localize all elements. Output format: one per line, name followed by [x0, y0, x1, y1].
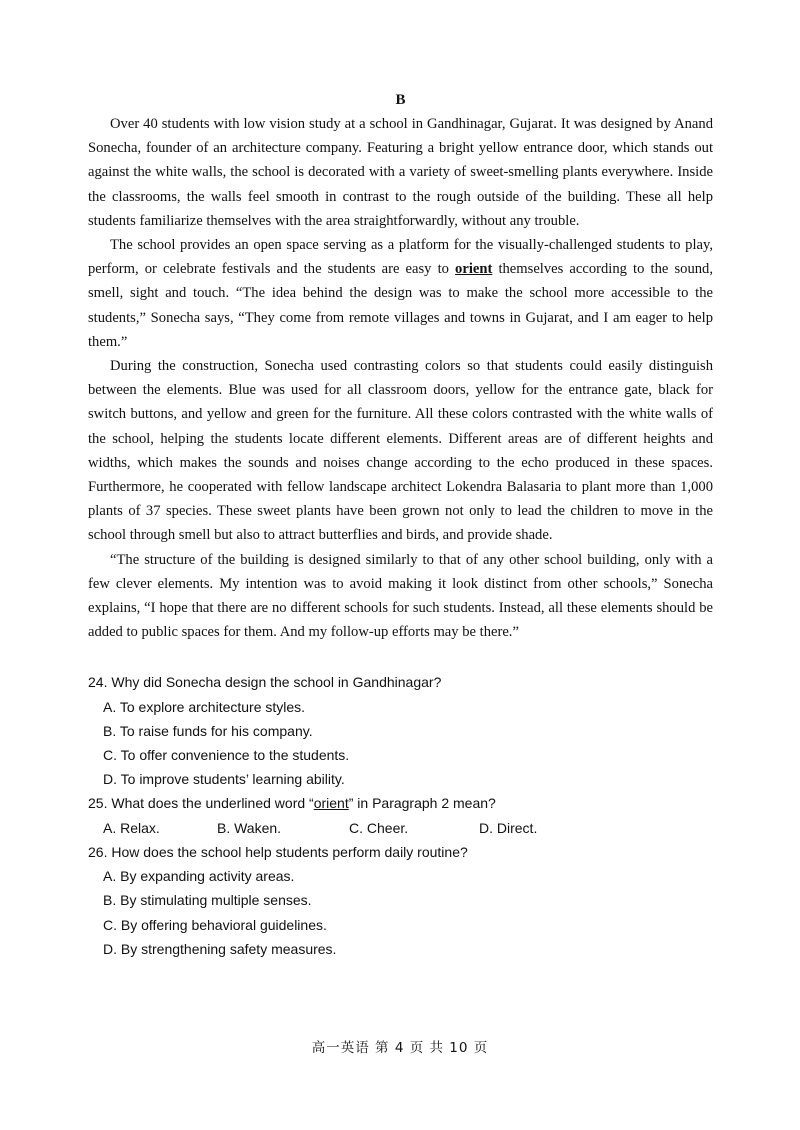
- question-26-option-d: D. By strengthening safety measures.: [103, 940, 337, 957]
- paragraph-3: During the construction, Sonecha used contrasting colors so that students could easily distinguish between the elements. Blue was used for all classroom doors, yellow for the entrance gate, black for switch buttons, and yellow and green for the furniture. All these colors contrasted with the white walls of the school, helping the students locate different elements. Different areas are of different heights and widths, which makes the sounds and noises change according to the echo produced in these spaces. Furthermore, he cooperated with fellow landscape architect Lokendra Balasaria to plant more than 1,000 plants of 37 species. These sweet plants have been grown not only to lead the children to move in the school through smell but also to attract butterflies and birds, and provide shade.: [88, 358, 713, 544]
- page-footer: 高一英语 第 4 页 共 10 页: [311, 1040, 489, 1056]
- question-24-option-a: A. To explore architecture styles.: [103, 698, 306, 715]
- question-26-option-c: C. By offering behavioral guidelines.: [103, 916, 327, 933]
- question-25-option-d: D. Direct.: [479, 819, 538, 836]
- exam-page: [88, 88, 713, 961]
- question-25-stem-b: ” in Paragraph 2 mean?: [348, 795, 496, 812]
- question-25-underlined-word: orient: [313, 795, 349, 812]
- question-25-stem: [88, 791, 713, 815]
- paragraph-1: Over 40 students with low vision study at a school in Gandhinagar, Gujarat. It was designed by Anand Sonecha, founder of an architecture company. Featuring a bright yellow entrance door, which stands out against the white walls, the school is decorated with a variety of sweet-smelling plants everywhere. Inside the classrooms, the walls feel smooth in contrast to the rough outside of the building. These all help students familiarize themselves with the area straightforwardly, without any trouble.: [88, 116, 713, 229]
- paragraph-2-text-a: The school provides an open space serving as a platform for the visually-challenged students to play, perform, or celebrate festivals and the students are easy to: [88, 237, 713, 278]
- question-24-option-d: D. To improve students’ learning ability.: [103, 771, 345, 788]
- question-26-stem: 26. How does the school help students perform daily routine?: [88, 843, 468, 860]
- question-25-option-a: A. Relax.: [103, 819, 160, 836]
- paragraph-2: [88, 233, 713, 354]
- question-24-option-c: C. To offer convenience to the students.: [103, 747, 350, 764]
- questions: [88, 670, 713, 960]
- question-25-option-c: C. Cheer.: [349, 819, 409, 836]
- paragraph-4: “The structure of the building is designed similarly to that of any other school building, only with a few clever elements. My intention was to avoid making it look distinct from other schools,” Sonecha explains, “I hope that there are no different schools for such students. Instead, all these elements should be added to public spaces for them. And my follow-up efforts may be there.”: [88, 551, 713, 641]
- question-24-stem: 24. Why did Sonecha design the school in Gandhinagar?: [88, 674, 442, 691]
- question-26-option-a: A. By expanding activity areas.: [103, 868, 295, 885]
- paragraph-2-text-b: themselves according to the sound, smell, sight and touch. “The idea behind the design was to make the school more accessible to the students,” Sonecha says, “They come from remote villages and towns in Gujarat, and I am eager to help them.”: [88, 261, 713, 350]
- question-25-options: [103, 816, 713, 840]
- underlined-word-orient: orient: [455, 261, 493, 278]
- question-25-stem-a: 25. What does the underlined word “: [88, 795, 314, 812]
- question-24-option-b: B. To raise funds for his company.: [103, 722, 313, 739]
- section-title: B: [395, 92, 406, 108]
- question-25-option-b: B. Waken.: [217, 819, 282, 836]
- question-26-option-b: B. By stimulating multiple senses.: [103, 892, 312, 909]
